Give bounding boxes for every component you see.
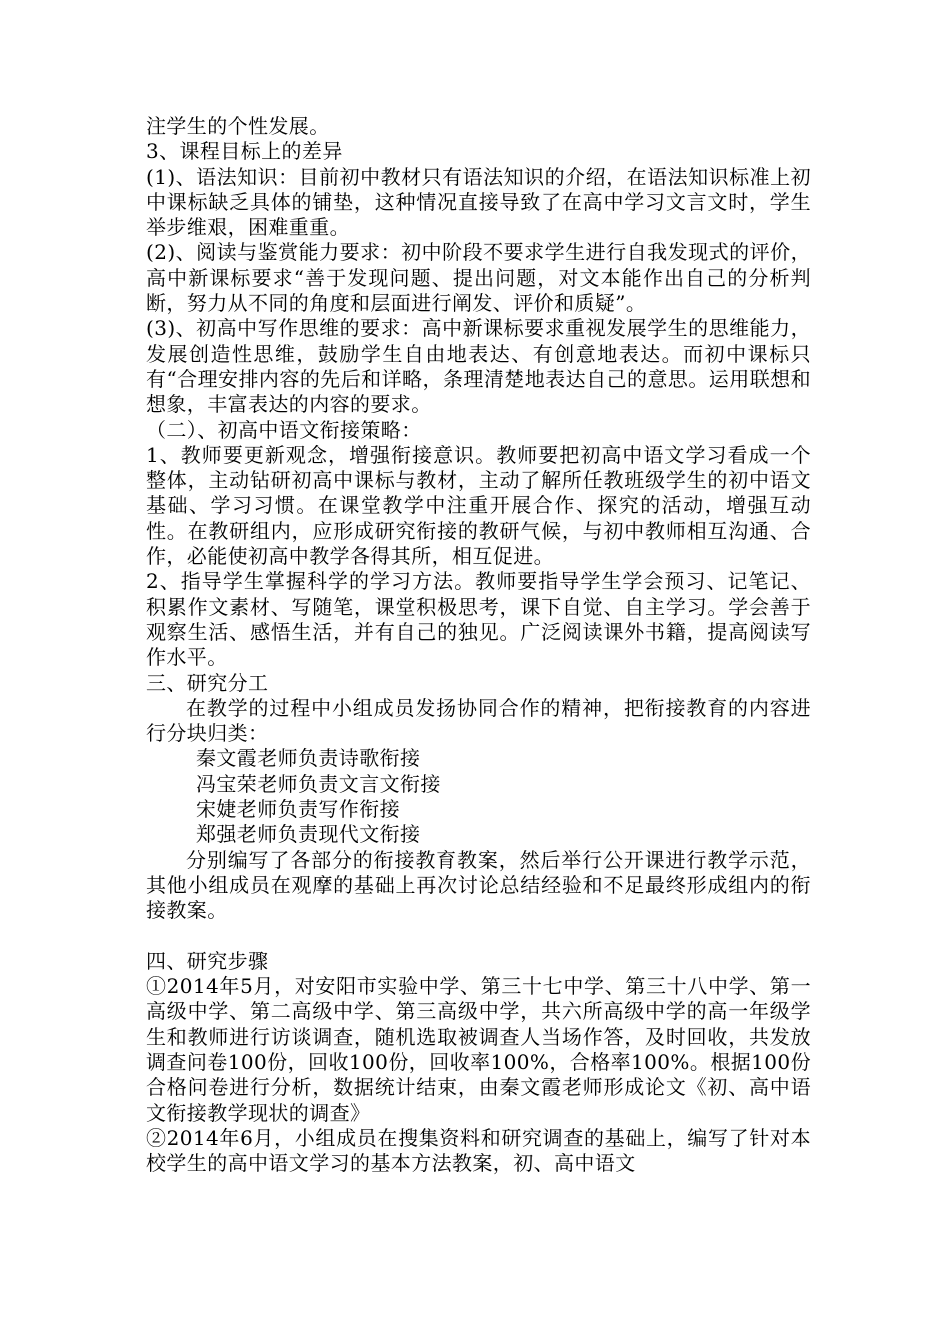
paragraph: 分别编写了各部分的衔接教育教案，然后举行公开课进行教学示范，其他小组成员在观摩的基础上再次讨论总结经验和不足最终形成组内的衔接教案。	[146, 847, 811, 923]
paragraph: 注学生的个性发展。	[146, 114, 330, 138]
list-item: 冯宝荣老师负责文言文衔接	[196, 771, 441, 796]
paragraph: 2、指导学生掌握科学的学习方法。教师要指导学生学会预习、记笔记、积累作文素材、写随笔，课堂积极思考，课下自觉、自主学习。学会善于观察生活、感悟生活，并有自己的独见。广泛阅读课外书籍，提高阅读写作水平。	[146, 569, 811, 670]
document-page	[146, 114, 811, 1176]
paragraph: ②2014年6月，小组成员在搜集资料和研究调查的基础上，编写了针对本校学生的高中语文学习的基本方法教案，初、高中语文	[146, 1125, 811, 1176]
list-item: 秦文霞老师负责诗歌衔接	[196, 746, 421, 771]
blank-line	[146, 924, 811, 949]
section-heading: 四、研究步骤	[146, 948, 269, 973]
section-heading: 三、研究分工	[146, 670, 269, 695]
paragraph: (3)、初高中写作思维的要求：高中新课标要求重视发展学生的思维能力，发展创造性思维，鼓励学生自由地表达、有创意地表达。而初中课标只有“合理安排内容的先后和详略，条理清楚地表达自己的意思。运用联想和想象，丰富表达的内容的要求。	[146, 316, 811, 417]
paragraph: ①2014年5月，对安阳市实验中学、第三十七中学、第三十八中学、第一高级中学、第二高级中学、第三高级中学，共六所高级中学的高一年级学生和教师进行访谈调查，随机选取被调查人当场作答，及时回收，共发放调查问卷100份，回收100份，回收率100%，合格率100%。根据100份合格问卷进行分析，数据统计结束，由秦文霞老师形成论文《初、高中语文衔接教学现状的调查》	[146, 974, 811, 1125]
paragraph: (1)、语法知识：目前初中教材只有语法知识的介绍，在语法知识标准上初中课标缺乏具体的铺垫，这种情况直接导致了在高中学习文言文时，学生举步维艰，困难重重。	[146, 164, 811, 240]
list-item: 宋婕老师负责写作衔接	[196, 797, 400, 822]
list-item: 郑强老师负责现代文衔接	[196, 822, 421, 847]
section-heading: 3、课程目标上的差异	[146, 139, 343, 164]
paragraph: 在教学的过程中小组成员发扬协同合作的精神，把衔接教育的内容进行分块归类：	[146, 695, 811, 746]
paragraph: (2)、阅读与鉴赏能力要求：初中阶段不要求学生进行自我发现式的评价，高中新课标要求“善于发现问题、提出问题，对文本能作出自己的分析判断，努力从不同的角度和层面进行阐发、评价和质疑”。	[146, 240, 811, 316]
section-heading: （二）、初高中语文衔接策略：	[146, 417, 422, 442]
paragraph: 1、教师要更新观念，增强衔接意识。教师要把初高中语文学习看成一个整体，主动钻研初高中课标与教材，主动了解所任教班级学生的初中语文基础、学习习惯。在课堂教学中注重开展合作、探究的活动，增强互动性。在教研组内，应形成研究衔接的教研气候，与初中教师相互沟通、合作，必能使初高中教学各得其所，相互促进。	[146, 442, 811, 569]
